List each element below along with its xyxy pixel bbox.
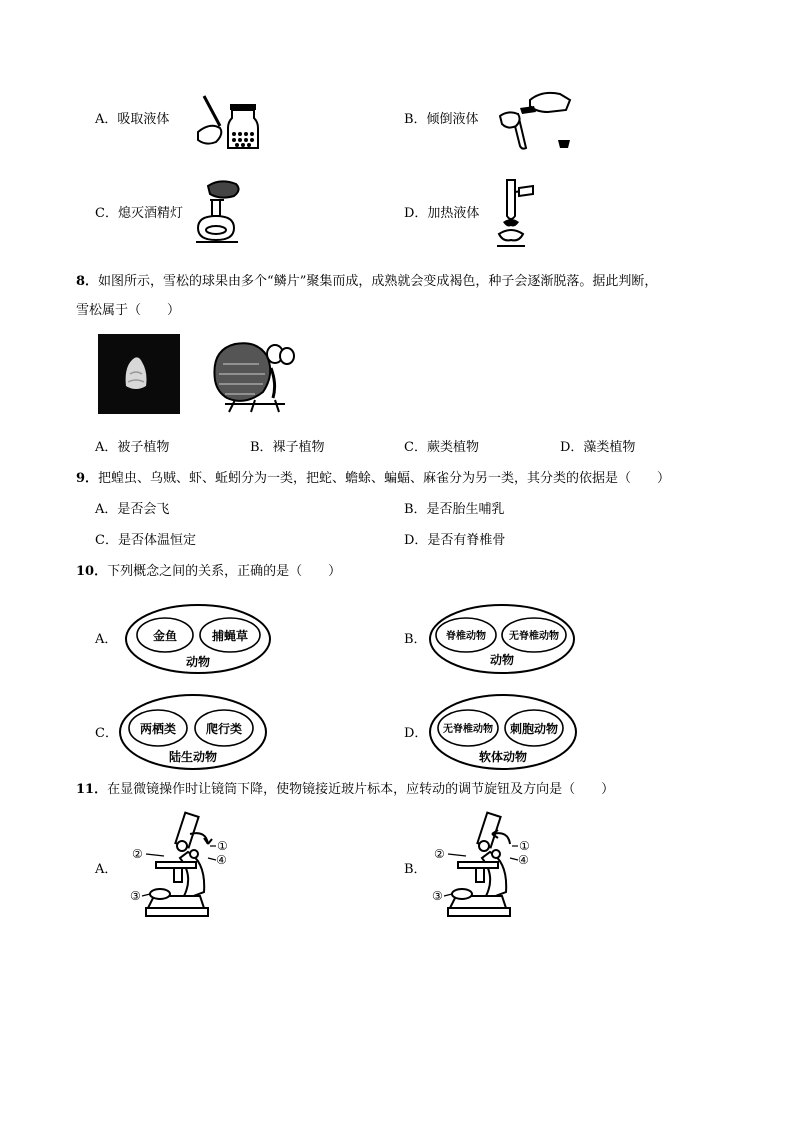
q10d-right-label: 刺胞动物 (509, 722, 559, 736)
cedar-cone-photo (98, 334, 180, 414)
q8-stem-text: 如图所示，雪松的球果由多个“鳞片”聚集而成，成熟就会变成褐色，种子会逐渐脱落。据此判断， (98, 274, 658, 289)
q9-option-b: B．是否胎生哺乳 (404, 502, 505, 517)
q9-option-a: A．是否会飞 (95, 502, 170, 517)
q11-option-a: A． (95, 862, 118, 877)
q11-microscope-a (128, 812, 238, 922)
q10c-right-label: 爬行类 (205, 722, 243, 736)
q10a-left-label: 金鱼 (152, 629, 178, 643)
q9-number: 9． (76, 471, 99, 486)
q10c-outer-label: 陆生动物 (168, 750, 218, 764)
q7-option-a: A．吸取液体 (95, 112, 170, 127)
q10a-right-label: 捕蝇草 (211, 629, 249, 643)
q11b-label-1: ① (519, 839, 530, 853)
q11a-label-1: ① (217, 839, 228, 853)
q11b-label-4: ④ (518, 853, 529, 867)
q7-option-d: D．加热液体 (404, 206, 480, 221)
q10-diagram-b (428, 603, 576, 675)
q10-diagram-d (428, 693, 578, 771)
q8-number: 8． (76, 274, 99, 289)
q9-option-d: D．是否有脊椎骨 (404, 533, 506, 548)
q8-option-c: C．蕨类植物 (404, 440, 479, 455)
q8-option-b: B．裸子植物 (250, 440, 325, 455)
pipette-illustration (190, 88, 260, 153)
q11b-label-3: ③ (432, 889, 443, 903)
q10-diagram-a (124, 603, 272, 675)
q10b-right-label: 无脊椎动物 (509, 631, 559, 642)
q8-stem-line1 (76, 270, 657, 289)
pouring-liquid-illustration (490, 86, 580, 156)
q10d-left-label: 无脊椎动物 (443, 724, 493, 735)
q11a-label-4: ④ (216, 853, 227, 867)
q10-stem (76, 560, 341, 579)
q10-option-d: D． (404, 726, 428, 741)
q11-stem (76, 778, 614, 797)
q11-number: 11． (76, 782, 108, 797)
q10-option-b: B． (404, 632, 427, 647)
q10-option-a: A． (95, 632, 118, 647)
q9-stem (76, 467, 670, 486)
q7-option-c: C．熄灭酒精灯 (95, 206, 183, 221)
q11-microscope-b (430, 812, 540, 922)
q10a-outer-label: 动物 (185, 655, 211, 669)
alcohol-lamp-illustration (190, 178, 250, 248)
q10-stem-text: 下列概念之间的关系，正确的是（ ） (107, 564, 342, 579)
cedar-cone-drawing (205, 334, 295, 416)
q9-stem-text: 把蝗虫、乌贼、虾、蚯蚓分为一类，把蛇、蟾蜍、蝙蝠、麻雀分为另一类，其分类的依据是（ ） (98, 471, 671, 486)
q11b-label-2: ② (434, 847, 445, 861)
q8-option-d: D．藻类植物 (560, 440, 636, 455)
q8-option-a: A．被子植物 (95, 440, 170, 455)
heating-liquid-illustration (495, 176, 545, 251)
q10b-outer-label: 动物 (489, 653, 515, 667)
q10d-outer-label: 软体动物 (478, 750, 528, 764)
q10-number: 10． (76, 564, 108, 579)
q11a-label-3: ③ (130, 889, 141, 903)
q10b-left-label: 脊椎动物 (446, 631, 486, 642)
q11a-label-2: ② (132, 847, 143, 861)
q7-option-b: B．倾倒液体 (404, 112, 479, 127)
q10-option-c: C． (95, 726, 118, 741)
q11-stem-text: 在显微镜操作时让镜筒下降，使物镜接近玻片标本，应转动的调节旋钮及方向是（ ） (107, 782, 615, 797)
q9-option-c: C．是否体温恒定 (95, 533, 196, 548)
q10-diagram-c (118, 693, 268, 771)
q8-stem-line2: 雪松属于（ ） (76, 303, 181, 318)
q11-option-b: B． (404, 862, 427, 877)
q10c-left-label: 两栖类 (139, 722, 177, 736)
